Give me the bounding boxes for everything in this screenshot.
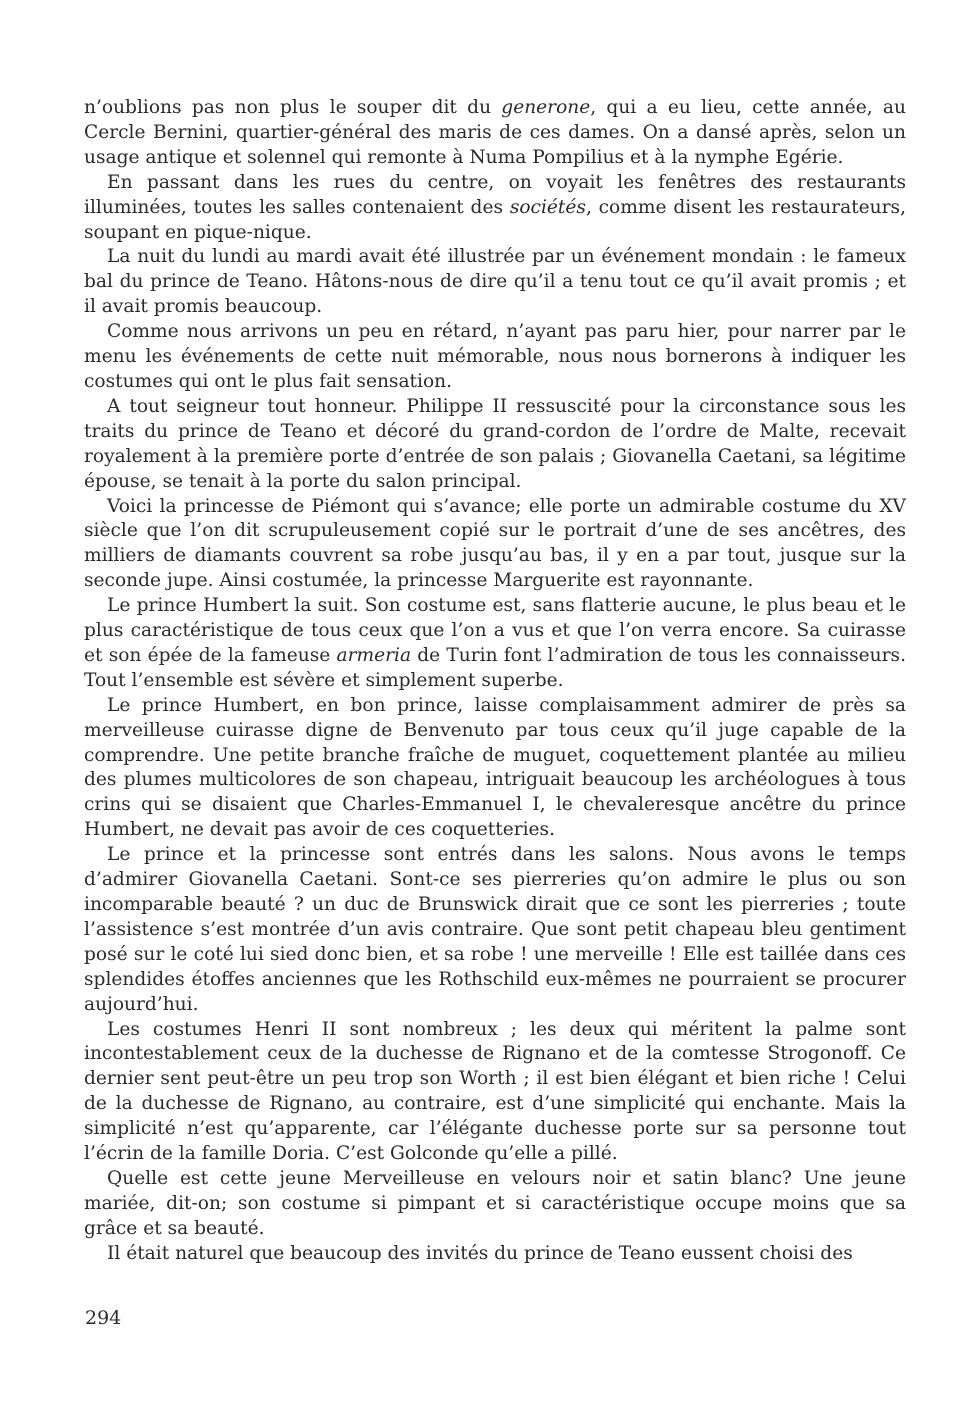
text-run: A tout seigneur tout honneur. Philippe II ressuscité pour la circonstance sous les traits du prince de Teano et décoré du grand-cordon de l’ordre de Malte, recevait royalement à la première porte d’entrée de son palais ; Giovanella Caetani, sa légitime épouse, se tenait à la porte du salon principal. — [84, 395, 906, 492]
text-run: En passant dans les rues du centre, on voyait les fenêtres des restaurants illuminées, toutes les salles contenaient des — [84, 171, 906, 218]
paragraph — [84, 171, 906, 246]
text-run: Le prince Humbert la suit. Son costume est, sans flatterie aucune, le plus beau et le plus caractéristique de tous ceux que l’on a vus et que l’on verra encore. Sa cuirasse et son épée de la fameuse — [84, 595, 906, 666]
paragraph — [84, 1242, 906, 1267]
text-run: Il était naturel que beaucoup des invités du prince de Teano eussent choisi des — [107, 1242, 853, 1264]
paragraph — [84, 1018, 906, 1167]
paragraph — [84, 320, 906, 395]
text-run: , qui a eu lieu, cette année, au Cercle Bernini, quartier-général des maris de ces dames. On a dansé après, selon un usage antique et solennel qui remonte à Numa Pompilius et à la nymphe Egérie. — [84, 97, 906, 168]
text-run: Quelle est cette jeune Merveilleuse en velours noir et satin blanc? Une jeune mariée, dit-on; son costume si pimpant et si caractéristique occupe moins que sa grâce et sa beauté. — [84, 1167, 906, 1239]
paragraph — [84, 495, 906, 595]
text-run: de Turin font l’admiration de tous les connaisseurs. Tout l’ensemble est sévère et simplement superbe. — [84, 644, 906, 691]
paragraph — [84, 694, 906, 843]
text-run: , comme disent les restaurateurs, soupant en pique-nique. — [84, 196, 906, 243]
paragraph — [84, 96, 906, 171]
text-run: La nuit du lundi au mardi avait été illustrée par un événement mondain : le fameux bal du prince de Teano. Hâtons-nous de dire qu’il a tenu tout ce qu’il avait promis ; et il avait promis beaucoup. — [84, 246, 906, 318]
body-text — [84, 96, 906, 1267]
italic-term: armeria — [336, 644, 412, 666]
text-run: Le prince et la princesse sont entrés dans les salons. Nous avons le temps d’admirer Giovanella Caetani. Sont-ce ses pierreries qu’on admire le plus ou son incomparable beauté ? un duc de Brunswick dirait que ce sont les pierreries ; toute l’assistence s’est montrée d’un avis contraire. Que sont petit chapeau bleu gentiment posé sur le coté lui sied donc bien, et sa robe ! une merveille ! Elle est taillée dans ces splendides étoffes anciennes que les Rothschild eux-mêmes ne pourraient se procurer aujourd’hui. — [84, 844, 906, 1015]
text-run: Comme nous arrivons un peu en rétard, n’ayant pas paru hier, pour narrer par le menu les événements de cette nuit mémorable, nous nous bornerons à indiquer les costumes qui ont le plus fait sensation. — [84, 321, 906, 392]
text-run: Le prince Humbert, en bon prince, laisse complaisamment admirer de près sa merveilleuse cuirasse digne de Benvenuto par tous ceux qu’il juge capable de la comprendre. Une petite branche fraîche de muguet, coquettement plantée au milieu des plumes multicolores de son chapeau, intriguait beaucoup les archéologues à tous crins qui se disaient que Charles-Emmanuel I, le chevaleresque ancêtre du prince Humbert, ne devait pas avoir de ces coquetteries. — [84, 694, 906, 841]
page-number: 294 — [85, 1307, 122, 1329]
paragraph — [84, 843, 906, 1017]
paragraph — [84, 594, 906, 694]
text-run: Les costumes Henri II sont nombreux ; les deux qui méritent la palme sont incontestablement ceux de la duchesse de Rignano et de la comtesse Strogonoff. Ce dernier sent peut-être un peu trop son Worth ; il est bien élégant et bien riche ! Celui de la duchesse de Rignano, au contraire, est d’une simplicité qui enchante. Mais la simplicité n’est qu’apparente, car l’élégante duchesse porte sur sa personne tout l’écrin de la famille Doria. C’est Golconde qu’elle a pillé. — [84, 1018, 906, 1165]
paragraph — [84, 1167, 906, 1242]
paragraph — [84, 395, 906, 495]
text-run: n’oublions pas non plus le souper dit du — [84, 97, 502, 118]
italic-term: sociétés — [509, 196, 586, 218]
italic-term: generone — [501, 97, 591, 118]
paragraph — [84, 245, 906, 320]
text-run: Voici la princesse de Piémont qui s’avance; elle porte un admirable costume du XV siècle que l’on dit scrupuleusement copié sur le portrait d’une de ses ancêtres, des milliers de diamants couvrent sa robe jusqu’au bas, il y en a par tout, jusque sur la seconde jupe. Ainsi costumée, la princesse Marguerite est rayonnante. — [84, 495, 906, 592]
